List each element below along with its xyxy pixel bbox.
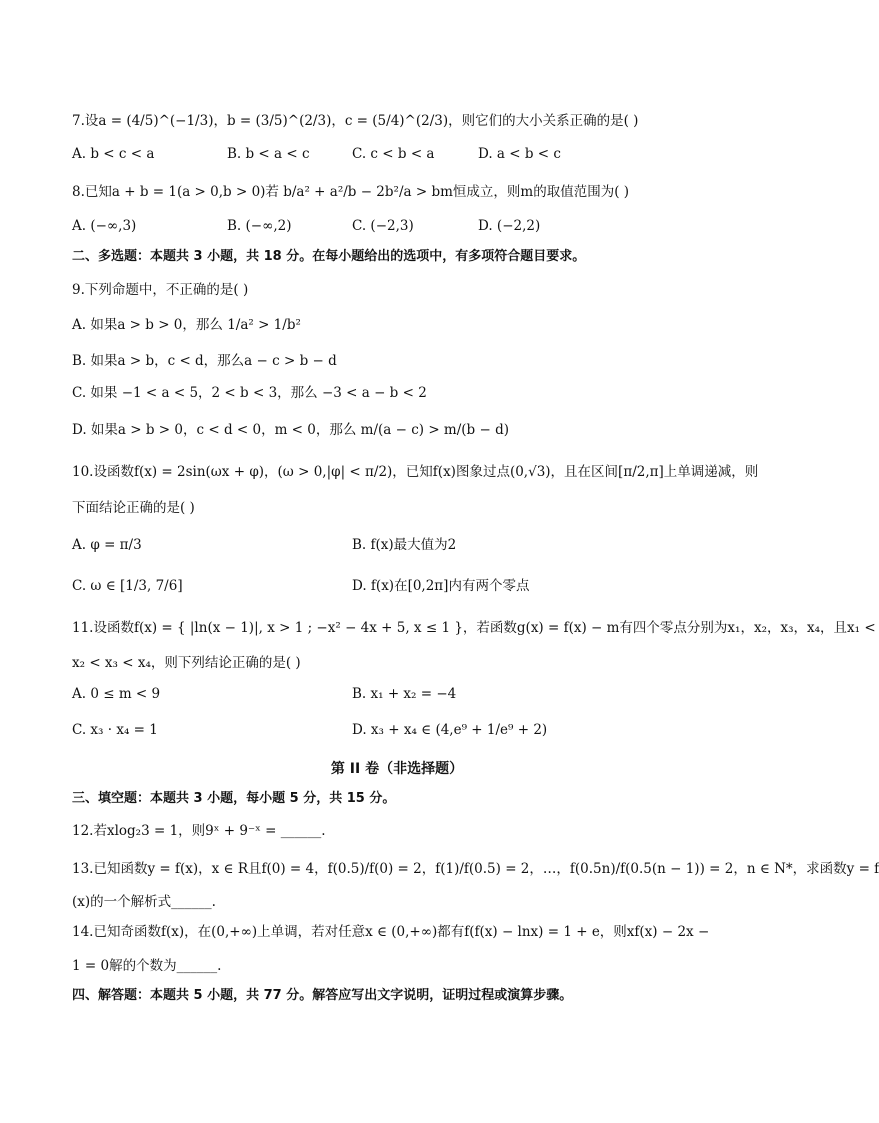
q8-stem: 8.已知a + b = 1(a > 0,b > 0)若 b/a² + a²/b − 2b²/a > bm恒成立，则m的取值范围为( ) xyxy=(72,184,630,200)
q9-option-d: D. 如果a > b > 0，c < d < 0，m < 0，那么 m/(a − c) > m/(b − d) xyxy=(72,422,509,438)
q14-line2: 1 = 0解的个数为______. xyxy=(72,958,222,974)
q11-option-a: A. 0 ≤ m < 9 xyxy=(72,686,161,702)
q8-option-c: C. (−2,3) xyxy=(352,218,414,234)
part2-title: 第 II 卷（非选择题） xyxy=(330,761,464,777)
q9-option-b: B. 如果a > b，c < d，那么a − c > b − d xyxy=(72,353,337,369)
q10-option-a: A. φ = π/3 xyxy=(72,537,142,553)
q10-option-c: C. ω ∈ [1/3, 7/6] xyxy=(72,578,183,594)
q10-option-d: D. f(x)在[0,2π]内有两个零点 xyxy=(352,578,530,594)
q7-option-a: A. b < c < a xyxy=(72,146,155,162)
q9-stem: 9.下列命题中，不正确的是( ) xyxy=(72,282,249,298)
q8-option-d: D. (−2,2) xyxy=(478,218,541,234)
q13-line2: (x)的一个解析式______. xyxy=(72,894,216,910)
section-solutions: 四、解答题：本题共 5 小题，共 77 分。解答应写出文字说明，证明过程或演算步骤。 xyxy=(72,988,573,1003)
q11-option-b: B. x₁ + x₂ = −4 xyxy=(352,686,457,702)
section-fill-in: 三、填空题：本题共 3 小题，每小题 5 分，共 15 分。 xyxy=(72,791,396,806)
q14-line1: 14.已知奇函数f(x)，在(0,+∞)上单调，若对任意x ∈ (0,+∞)都有f(f(x) − lnx) = 1 + e，则xf(x) − 2x − xyxy=(72,924,710,940)
q9-option-a: A. 如果a > b > 0，那么 1/a² > 1/b² xyxy=(72,317,301,333)
q10-stem-line2: 下面结论正确的是( ) xyxy=(72,500,195,516)
q7-option-c: C. c < b < a xyxy=(352,146,435,162)
q10-option-b: B. f(x)最大值为2 xyxy=(352,537,457,553)
q8-option-b: B. (−∞,2) xyxy=(227,218,292,234)
section-multiple-choice: 二、多选题：本题共 3 小题，共 18 分。在每小题给出的选项中，有多项符合题目要求。 xyxy=(72,249,586,264)
q13-line1: 13.已知函数y = f(x)，x ∈ R且f(0) = 4，f(0.5)/f(0) = 2，f(1)/f(0.5) = 2，…，f(0.5n)/f(0.5(n − 1)) = 2，n ∈ N*，求函数y = f xyxy=(72,861,879,877)
q7-stem: 7.设a = (4/5)^(−1/3)，b = (3/5)^(2/3)，c = (5/4)^(2/3)，则它们的大小关系正确的是( ) xyxy=(72,113,639,129)
q11-stem-line2: x₂ < x₃ < x₄，则下列结论正确的是( ) xyxy=(72,655,301,671)
q10-stem-line1: 10.设函数f(x) = 2sin(ωx + φ)，(ω > 0,|φ| < π/2)，已知f(x)图象过点(0,√3)，且在区间[π/2,π]上单调递减，则 xyxy=(72,464,759,480)
q8-option-a: A. (−∞,3) xyxy=(72,218,137,234)
q7-option-d: D. a < b < c xyxy=(478,146,561,162)
q11-option-d: D. x₃ + x₄ ∈ (4,e⁹ + 1/e⁹ + 2) xyxy=(352,722,548,738)
q11-stem-line1: 11.设函数f(x) = { |ln(x − 1)|, x > 1 ; −x² − 4x + 5, x ≤ 1 }，若函数g(x) = f(x) − m有四个零点分别为x₁，x₂，x₃，x₄，且x₁ < xyxy=(72,620,876,636)
q11-option-c: C. x₃ · x₄ = 1 xyxy=(72,722,158,738)
q7-option-b: B. b < a < c xyxy=(227,146,310,162)
q12-stem: 12.若xlog₂3 = 1，则9ˣ + 9⁻ˣ = ______. xyxy=(72,823,326,839)
q9-option-c: C. 如果 −1 < a < 5，2 < b < 3，那么 −3 < a − b < 2 xyxy=(72,385,427,401)
